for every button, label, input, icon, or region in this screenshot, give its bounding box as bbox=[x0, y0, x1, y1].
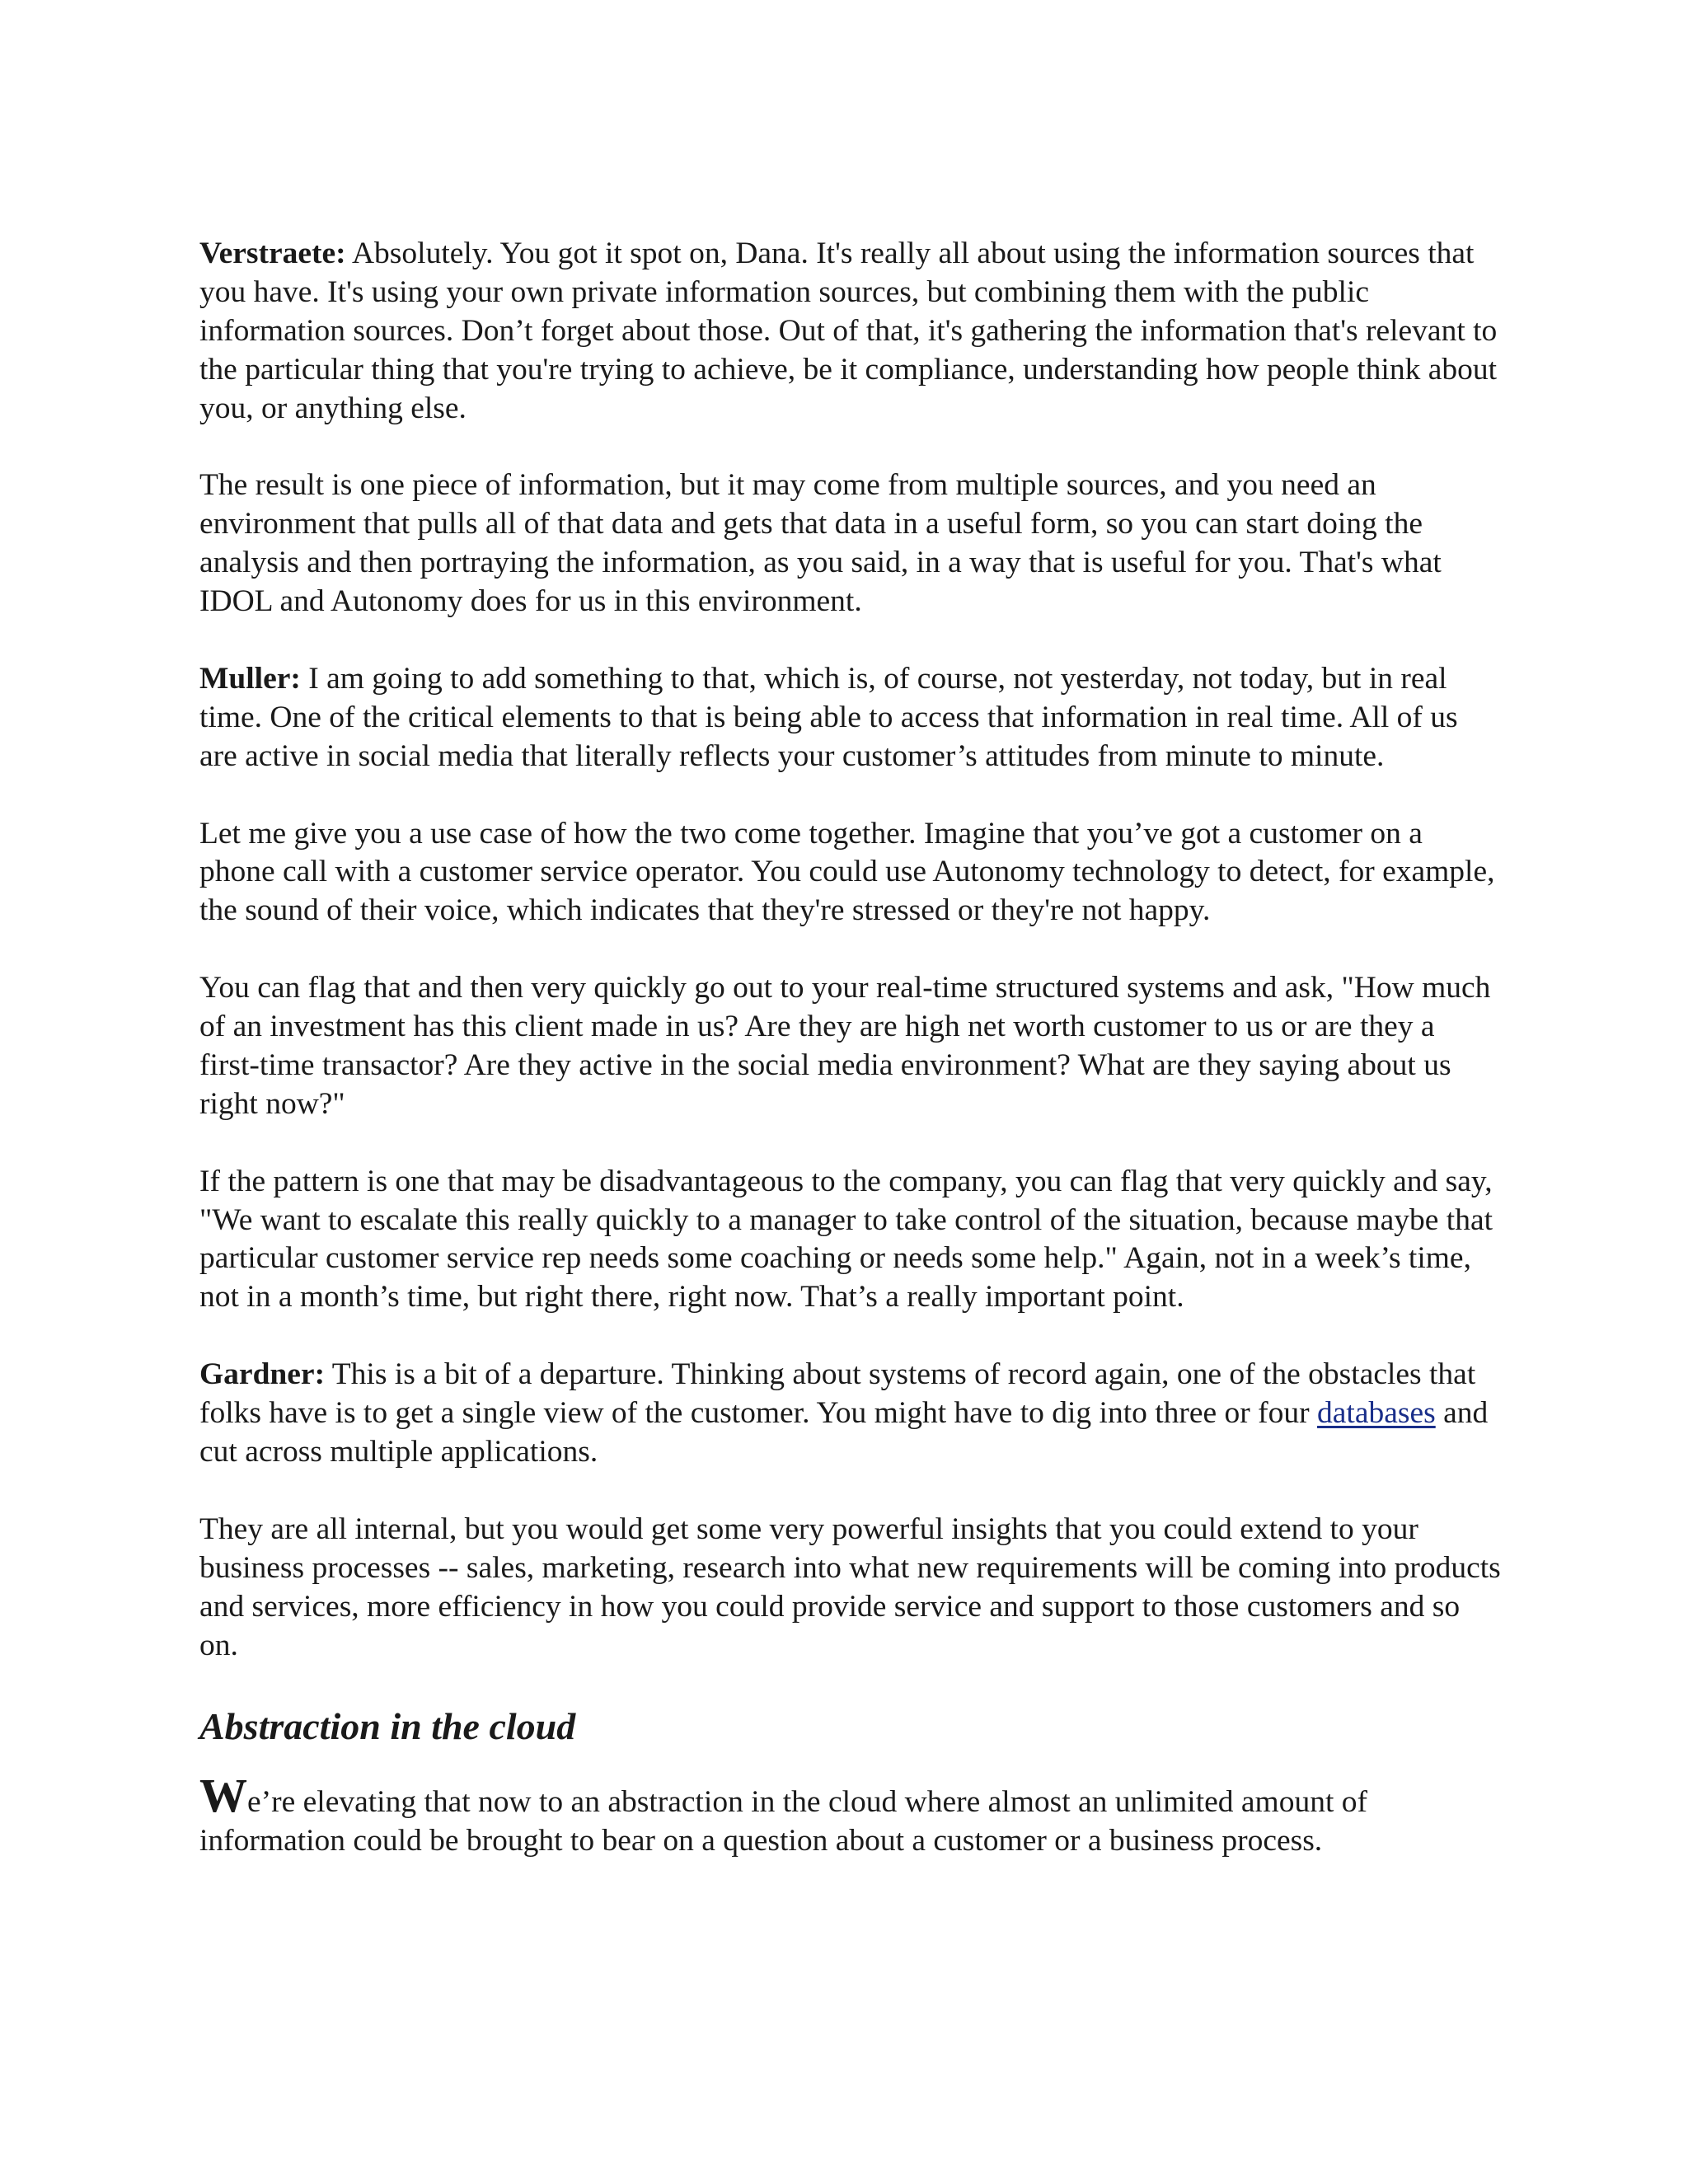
paragraph-text: The result is one piece of information, but it may come from multiple sources, and you need an environment that pulls all of that data and gets that data in a useful form, so you can start doing the analysis and then portraying the information, as you said, in a way that is useful for you. That's what IDOL and Autonomy does for us in this environment. bbox=[199, 468, 1442, 619]
paragraph bbox=[199, 969, 1502, 1124]
paragraph-text: If the pattern is one that may be disadvantageous to the company, you can flag that very quickly and say, "We want to escalate this really quickly to a manager to take control of the situation, because maybe that particular customer service rep needs some coaching or needs some help." Again, not in a week’s time, not in a month’s time, but right there, right now. That’s a really important point. bbox=[199, 1164, 1493, 1315]
speaker-name: Gardner: bbox=[199, 1357, 326, 1392]
drop-cap-letter: W bbox=[199, 1769, 247, 1823]
paragraph-muller bbox=[199, 660, 1502, 776]
paragraph bbox=[199, 1163, 1502, 1318]
paragraph-text: You can flag that and then very quickly go out to your real-time structured systems and ask, "How much of an investment has this client made in us? Are they are high net worth customer to us or are they a first-time transactor? Are they active in the social media environment? What are they saying about us right now?" bbox=[199, 971, 1491, 1121]
paragraph-verstraete bbox=[199, 235, 1502, 429]
paragraph-text: and cut across multiple applications. bbox=[199, 1396, 1489, 1469]
section-heading: Abstraction in the cloud bbox=[199, 1705, 576, 1748]
paragraph-text: I am going to add something to that, which is, of course, not yesterday, not today, but in real time. One of the critical elements to that is being able to access that information in real time. All of us are active in social media that literally reflects your customer’s attitudes from minute to minute. bbox=[199, 661, 1458, 773]
document-body bbox=[199, 235, 1502, 1900]
paragraph-text: e’re elevating that now to an abstraction in the cloud where almost an unlimited amount of information could be brought to bear on a question about a customer or a business process. bbox=[199, 1785, 1367, 1858]
paragraph-dropcap bbox=[199, 1769, 1502, 1861]
paragraph-text: Let me give you a use case of how the two come together. Imagine that you’ve got a customer on a phone call with a customer service operator. You could use Autonomy technology to detect, for example, the sound of their voice, which indicates that they're stressed or they're not happy. bbox=[199, 816, 1495, 928]
databases-link[interactable]: databases bbox=[1317, 1396, 1436, 1431]
paragraph-text: This is a bit of a departure. Thinking about systems of record again, one of the obstacles that folks have is to get a single view of the customer. You might have to dig into three or four bbox=[199, 1357, 1476, 1431]
paragraph-text: Absolutely. You got it spot on, Dana. It's really all about using the information sources that you have. It's using your own private information sources, but combining them with the public information sources. Don’t forget about those. Out of that, it's gathering the information that's relevant to the particular thing that you're trying to achieve, be it compliance, understanding how people think about you, or anything else. bbox=[199, 237, 1498, 425]
speaker-name: Verstraete: bbox=[199, 237, 346, 270]
paragraph-text: They are all internal, but you would get some very powerful insights that you could extend to your business processes -- sales, marketing, research into what new requirements will be coming into products and services, more efficiency in how you could provide service and support to those customers and so on. bbox=[199, 1511, 1501, 1662]
paragraph bbox=[199, 466, 1502, 621]
paragraph-gardner bbox=[199, 1356, 1502, 1472]
speaker-name: Muller: bbox=[199, 661, 301, 696]
paragraph bbox=[199, 815, 1502, 931]
paragraph bbox=[199, 1511, 1502, 1666]
